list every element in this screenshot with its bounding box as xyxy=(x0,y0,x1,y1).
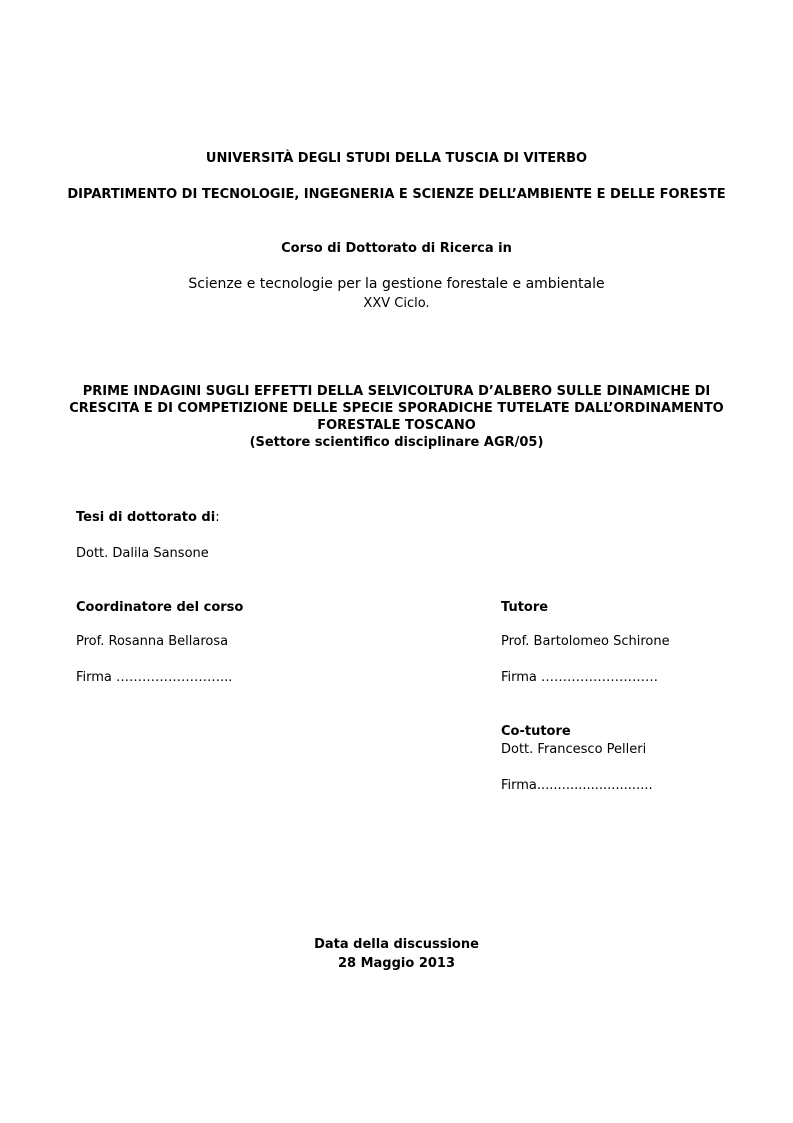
author-label-line xyxy=(76,509,220,526)
cotutor-signature: Firma............................ xyxy=(501,778,653,793)
thesis-title-line: PRIME INDAGINI SUGLI EFFETTI DELLA SELVICOLTURA D’ALBERO SULLE DINAMICHE DI xyxy=(82,384,711,399)
course-name: Scienze e tecnologie per la gestione forestale e ambientale xyxy=(188,276,605,292)
author-name: Dott. Dalila Sansone xyxy=(76,546,209,561)
thesis-title-line: FORESTALE TOSCANO xyxy=(317,418,476,433)
tutor-label: Tutore xyxy=(501,600,549,615)
course-label: Corso di Dottorato di Ricerca in xyxy=(281,241,512,256)
discussion-label: Data della discussione xyxy=(314,937,479,952)
discussion-date: 28 Maggio 2013 xyxy=(337,956,456,971)
thesis-title-line: CRESCITA E DI COMPETIZIONE DELLE SPECIE SPORADICHE TUTELATE DALL’ORDINAMENTO xyxy=(69,401,724,416)
cotutor-label: Co-tutore xyxy=(501,724,571,739)
coordinator-label: Coordinatore del corso xyxy=(76,600,244,615)
author-label-colon: : xyxy=(215,510,220,525)
tutor-signature: Firma ……………………… xyxy=(501,670,659,685)
author-label: Tesi di dottorato di xyxy=(76,510,216,525)
coordinator-signature: Firma ……………………... xyxy=(76,670,233,685)
thesis-title xyxy=(60,383,733,451)
tutor-name: Prof. Bartolomeo Schirone xyxy=(501,634,670,649)
university-name: UNIVERSITÀ DEGLI STUDI DELLA TUSCIA DI VITERBO xyxy=(205,151,588,166)
coordinator-name: Prof. Rosanna Bellarosa xyxy=(76,634,229,649)
department-name: DIPARTIMENTO DI TECNOLOGIE, INGEGNERIA E SCIENZE DELL’AMBIENTE E DELLE FORESTE xyxy=(67,187,726,202)
course-cycle: XXV Ciclo. xyxy=(363,296,430,311)
cotutor-name: Dott. Francesco Pelleri xyxy=(501,742,647,757)
thesis-sector: (Settore scientifico disciplinare AGR/05) xyxy=(249,435,544,450)
